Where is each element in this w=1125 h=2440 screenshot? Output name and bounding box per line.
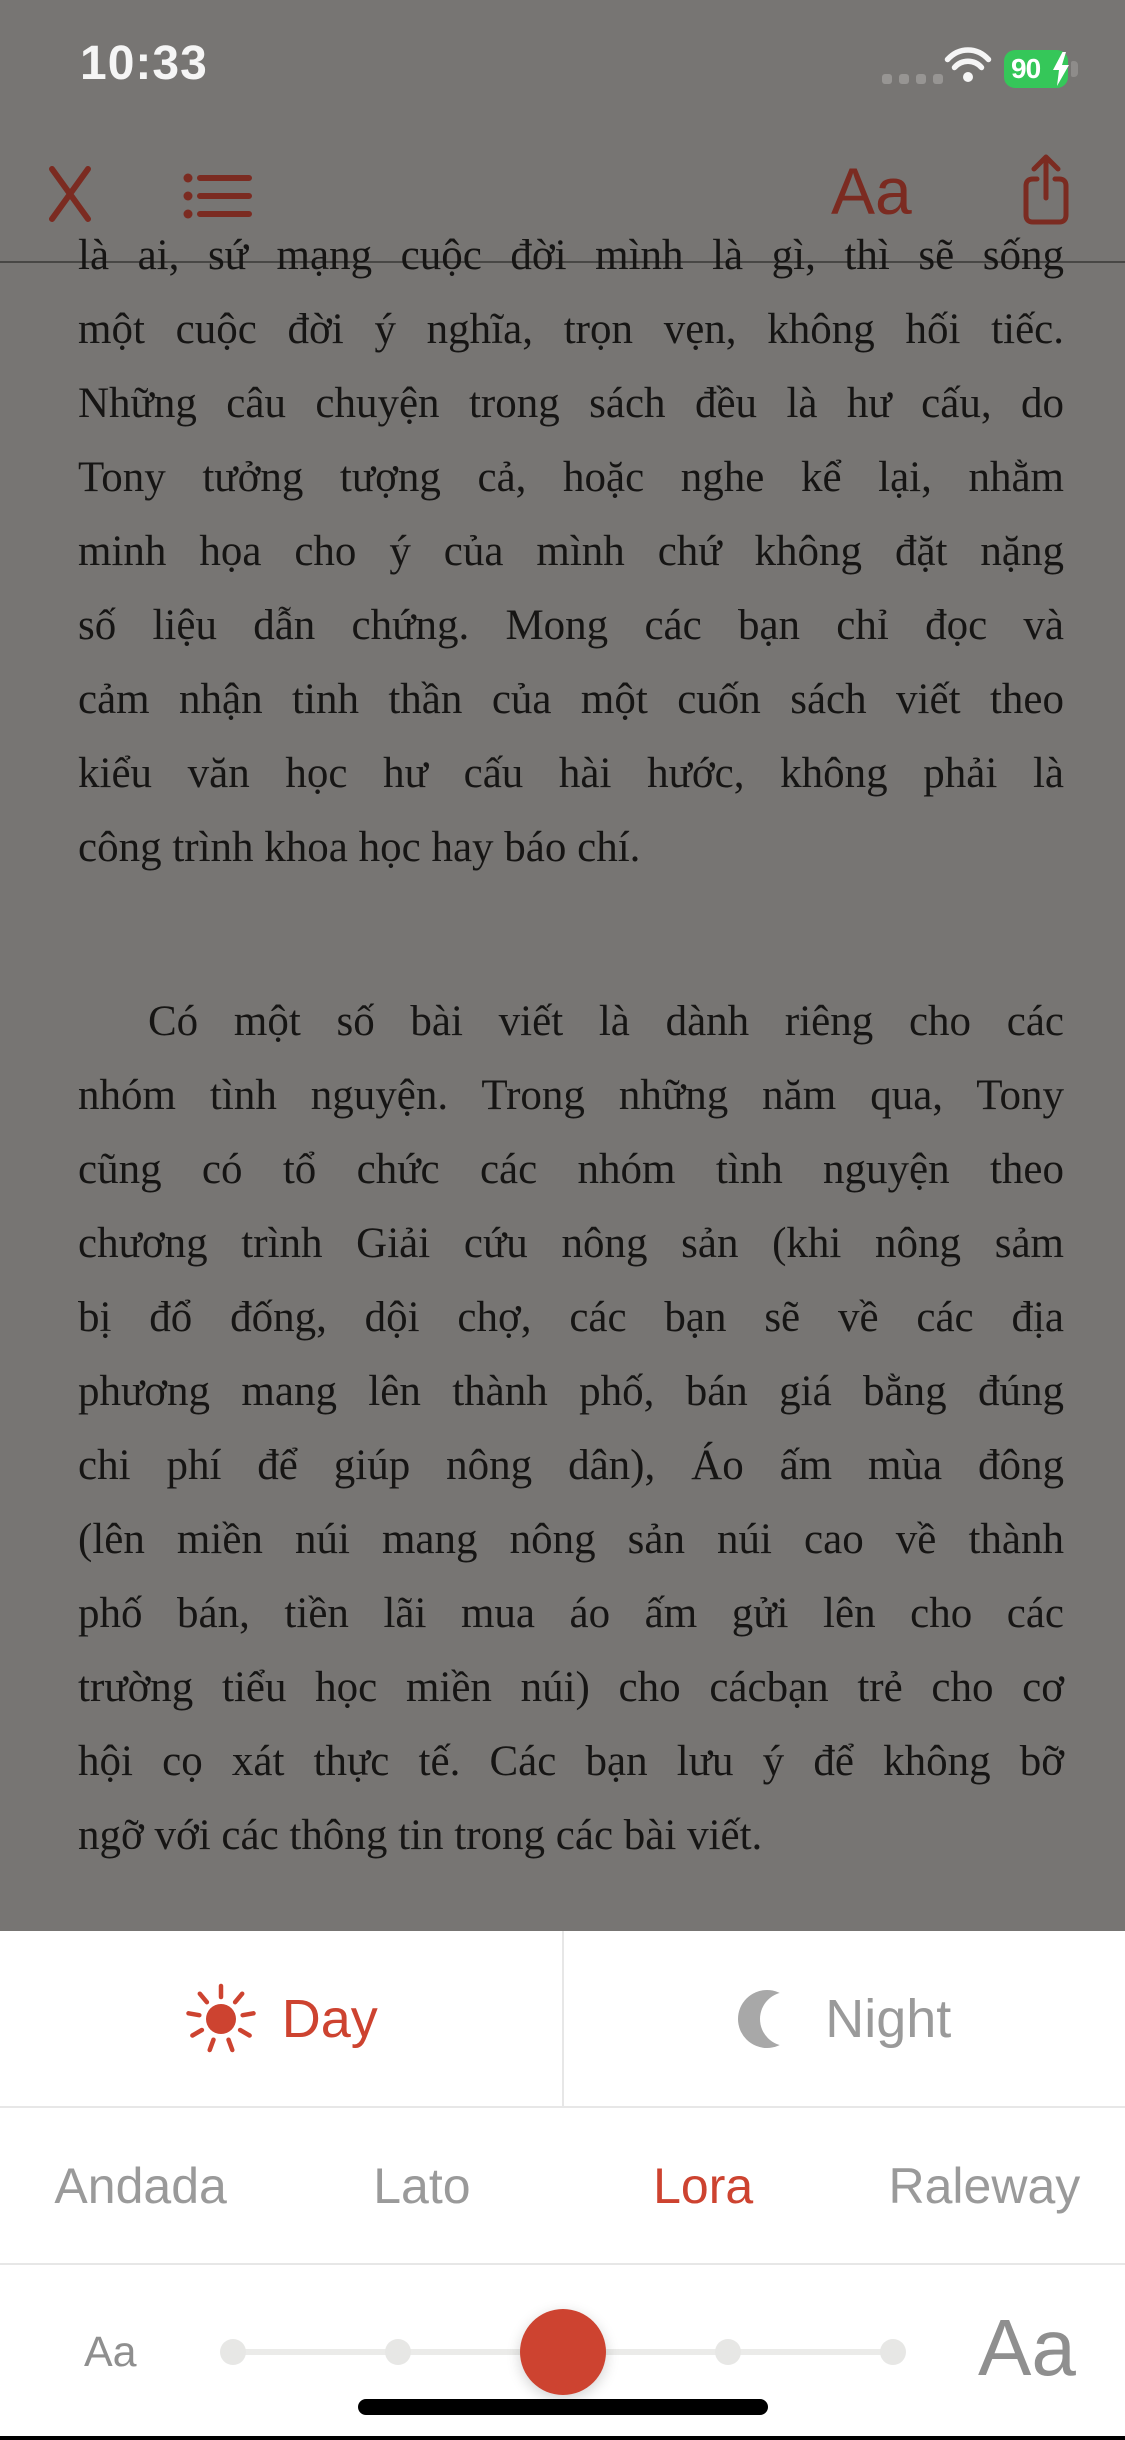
toc-list-icon — [183, 172, 253, 220]
status-time: 10:33 — [80, 40, 208, 88]
theme-option-day-label: Day — [282, 1992, 378, 2046]
battery-nub — [1071, 61, 1078, 77]
text-line: minh họa cho ý của mình chứ không đặt nặng — [78, 515, 1064, 589]
signal-dot — [899, 74, 909, 84]
text-line: hội cọ xát thực tế. Các bạn lưu ý để không bỡ — [78, 1725, 1064, 1799]
page-text — [78, 263, 1064, 1931]
battery-bolt-icon — [1050, 52, 1072, 86]
share-icon — [1018, 152, 1074, 228]
status-bar — [0, 0, 1125, 110]
font-settings-button[interactable] — [831, 156, 912, 226]
signal-dot — [933, 74, 943, 84]
text-line: số liệu dẫn chứng. Mong các bạn chỉ đọc và — [78, 589, 1064, 663]
toc-button[interactable] — [183, 172, 253, 223]
battery-percent: 90 — [1011, 55, 1040, 83]
font-option-raleway[interactable]: Raleway — [844, 2161, 1125, 2211]
text-line: chương trình Giải cứu nông sản (khi nông sảm — [78, 1207, 1064, 1281]
moon-icon — [737, 1987, 801, 2051]
theme-option-night-label: Night — [825, 1992, 951, 2046]
font-option-lora[interactable]: Lora — [563, 2161, 844, 2211]
text-line: (lên miền núi mang nông sản núi cao về thành — [78, 1503, 1064, 1577]
slider-tick — [880, 2339, 906, 2365]
theme-option-night[interactable] — [562, 1931, 1125, 2106]
font-settings-label: Aa — [831, 154, 912, 228]
signal-dot — [882, 74, 892, 84]
home-indicator[interactable] — [358, 2399, 768, 2415]
sun-icon — [184, 1982, 258, 2056]
text-line: kiểu văn học hư cấu hài hước, không phải là — [78, 737, 1064, 811]
font-option-andada[interactable]: Andada — [0, 2161, 281, 2211]
text-line: bị đổ đống, dội chợ, các bạn sẽ về các địa — [78, 1281, 1064, 1355]
text-line: là ai, sứ mạng cuộc đời mình là gì, thì sẽ sống — [78, 219, 1064, 293]
text-line: phương mang lên thành phố, bán giá bằng đúng — [78, 1355, 1064, 1429]
text-line: ngỡ với các thông tin trong các bài viết. — [78, 1799, 1064, 1873]
paragraph — [78, 219, 1064, 885]
slider-tick — [715, 2339, 741, 2365]
text-line: phố bán, tiền lãi mua áo ấm gửi lên cho các — [78, 1577, 1064, 1651]
signal-dot — [916, 74, 926, 84]
battery-indicator — [1004, 50, 1068, 88]
theme-row — [0, 1931, 1125, 2108]
font-size-large-label: Aa — [978, 2308, 1076, 2388]
wifi-icon — [944, 46, 992, 84]
text-line: chi phí để giúp nông dân), Áo ấm mùa đông — [78, 1429, 1064, 1503]
font-size-small-label: Aa — [84, 2331, 137, 2374]
text-line: cũng có tổ chức các nhóm tình nguyện theo — [78, 1133, 1064, 1207]
text-line: Tony tưởng tượng cả, hoặc nghe kể lại, nhằm — [78, 441, 1064, 515]
font-row — [0, 2108, 1125, 2265]
settings-panel — [0, 1931, 1125, 2436]
text-line: công trình khoa học hay báo chí. — [78, 811, 1064, 885]
theme-option-day[interactable] — [0, 1931, 562, 2106]
close-button[interactable] — [40, 166, 100, 225]
text-line: trường tiểu học miền núi) cho cácbạn trẻ cho cơ — [78, 1651, 1064, 1725]
text-line: nhóm tình nguyện. Trong những năm qua, Tony — [78, 1059, 1064, 1133]
font-option-lato[interactable]: Lato — [281, 2161, 562, 2211]
text-line: một cuộc đời ý nghĩa, trọn vẹn, không hối tiếc. — [78, 293, 1064, 367]
text-line: cảm nhận tinh thần của một cuốn sách viết theo — [78, 663, 1064, 737]
slider-tick — [220, 2339, 246, 2365]
close-icon — [40, 166, 100, 222]
signal-dots — [882, 74, 943, 84]
text-line: Có một số bài viết là dành riêng cho các — [78, 985, 1064, 1059]
slider-thumb[interactable] — [520, 2309, 606, 2395]
text-line: Những câu chuyện trong sách đều là hư cấu, do — [78, 367, 1064, 441]
slider-tick — [385, 2339, 411, 2365]
paragraph — [78, 985, 1064, 1873]
